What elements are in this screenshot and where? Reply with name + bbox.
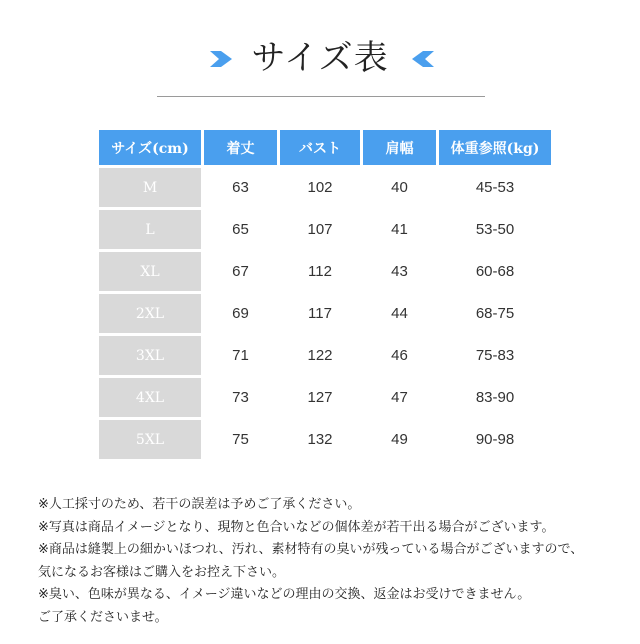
shoulder-cell: 43 xyxy=(391,263,408,280)
note-line: ※写真は商品イメージとなり、現物と色合いなどの個体差が若干出る場合がございます。 xyxy=(38,519,555,535)
size-cell: 4XL xyxy=(99,378,201,417)
title-bar xyxy=(0,36,640,84)
table-row xyxy=(99,252,551,291)
size-cell: XL xyxy=(99,252,201,291)
shoulder-cell: 44 xyxy=(391,305,408,322)
length-cell: 65 xyxy=(232,221,249,238)
length-cell: 69 xyxy=(232,305,249,322)
bust-cell: 132 xyxy=(307,431,333,448)
length-cell: 75 xyxy=(232,431,249,448)
length-cell: 71 xyxy=(232,347,249,364)
weight-cell: 90-98 xyxy=(475,431,515,448)
weight-cell: 60-68 xyxy=(475,263,515,280)
size-cell: L xyxy=(99,210,201,249)
notes xyxy=(38,494,628,629)
size-cell: 3XL xyxy=(99,336,201,375)
bust-cell: 107 xyxy=(307,221,333,238)
shoulder-cell: 41 xyxy=(391,221,408,238)
table-row xyxy=(99,336,551,375)
weight-cell: 75-83 xyxy=(475,347,515,364)
size-table xyxy=(96,127,554,462)
bust-cell: 117 xyxy=(308,305,332,322)
table-row xyxy=(99,168,551,207)
length-cell: 73 xyxy=(232,389,249,406)
note-line: ご了承くださいませ。 xyxy=(38,609,168,625)
weight-cell: 53-50 xyxy=(475,221,515,238)
bust-cell: 122 xyxy=(307,347,333,364)
table-row xyxy=(99,420,551,459)
note-line: ※人工採寸のため、若干の誤差は予めご了承ください。 xyxy=(38,497,361,512)
size-cell: 5XL xyxy=(99,420,201,459)
size-cell: M xyxy=(99,168,201,207)
size-cell: 2XL xyxy=(99,294,201,333)
title-divider xyxy=(157,96,485,97)
shoulder-cell: 47 xyxy=(391,389,408,406)
note-line: 気になるお客様はご購入をお控え下さい。 xyxy=(38,564,286,580)
bust-cell: 127 xyxy=(307,389,333,406)
header-weight: 体重参照(kg) xyxy=(439,130,551,165)
weight-cell: 83-90 xyxy=(475,389,515,406)
table-row xyxy=(99,294,551,333)
header-size: サイズ(cm) xyxy=(99,130,201,165)
weight-cell: 68-75 xyxy=(475,305,515,322)
weight-cell: 45-53 xyxy=(475,179,515,196)
note-line: ※臭い、色味が異なる、イメージ違いなどの理由の交換、返金はお受けできません。 xyxy=(38,587,531,602)
table-row xyxy=(99,378,551,417)
note-line: ※商品は縫製上の細かいほつれ、汚れ、素材特有の臭いが残っている場合がございますので、 xyxy=(38,542,584,557)
shoulder-cell: 49 xyxy=(391,431,408,448)
table-header-row xyxy=(99,130,551,165)
header-length: 着丈 xyxy=(204,130,277,165)
table-row xyxy=(99,210,551,249)
page-title: サイズ表 xyxy=(251,38,389,78)
bust-cell: 102 xyxy=(307,179,333,196)
chevron-left-icon xyxy=(410,48,436,70)
shoulder-cell: 46 xyxy=(391,347,408,364)
length-cell: 67 xyxy=(232,263,249,280)
header-bust: バスト xyxy=(280,130,360,165)
header-shoulder: 肩幅 xyxy=(363,130,436,165)
length-cell: 63 xyxy=(232,179,249,196)
bust-cell: 112 xyxy=(308,263,332,280)
shoulder-cell: 40 xyxy=(391,179,408,196)
